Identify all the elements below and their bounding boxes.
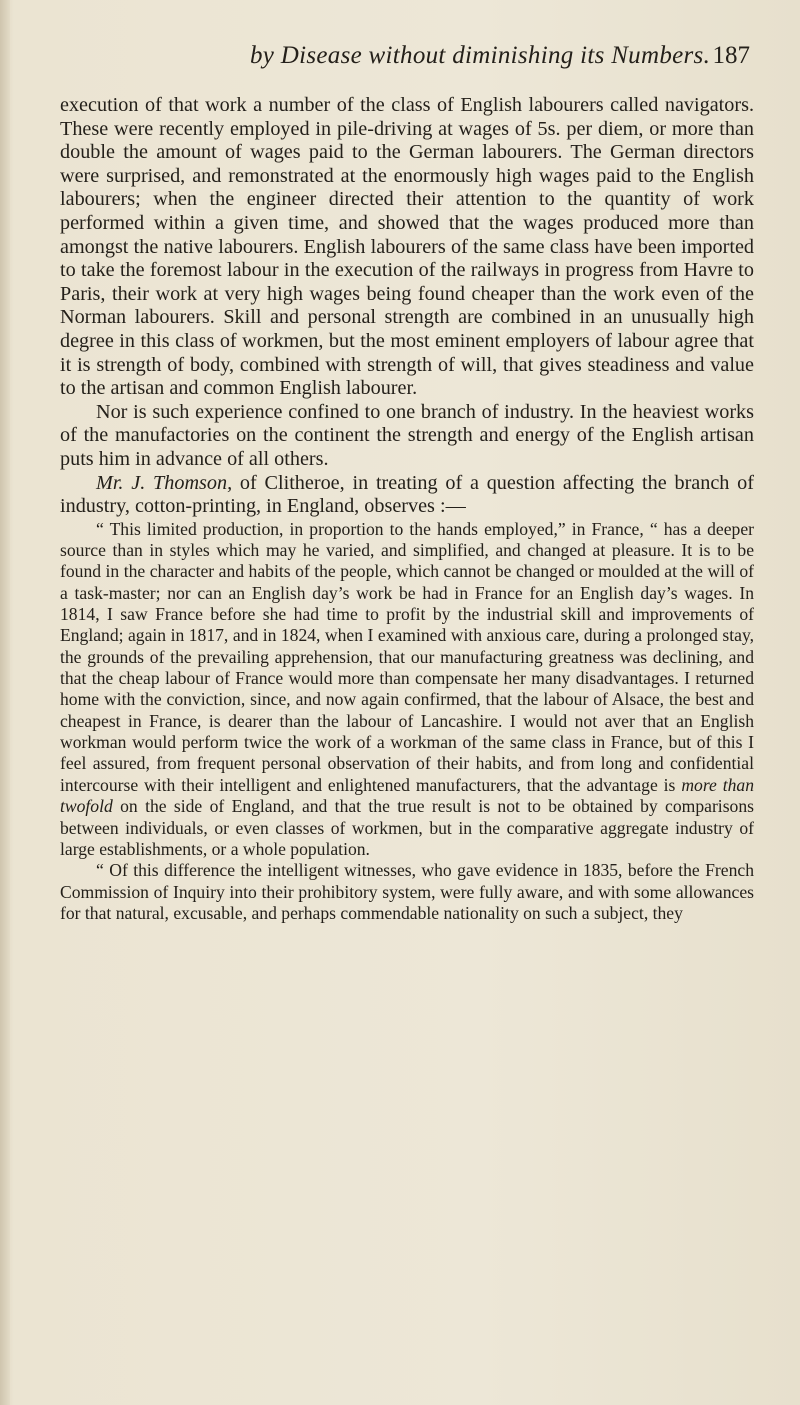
quotation-text-end: on the side of England, and that the true result is not to be obtained by comparisons between individuals, or even classes of workmen, but in the comparative aggregate industry of large establishments, or a whole population. [60, 796, 754, 859]
quotation-emphasis: more than twofold [60, 774, 754, 817]
quotation-paragraph-1 [60, 519, 754, 861]
paragraph-navigators: execution of that work a number of the class of English labourers called navigators. These were recently employed in pile-driving at wages of 5s. per diem, or more than double the amount of wages paid to the German labourers. The German directors were surprised, and remonstrated at the enormously high wages paid to the English labourers; when the engineer directed their attention to the quantity of work performed within a given time, and showed that the wages produced more than amongst the native labourers. English labourers of the same class have been imported to take the foremost labour in the execution of the railways in progress from Havre to Paris, their work at very high wages being found cheaper than the work even of the Norman labourers. Skill and personal strength are combined in an unusually high degree in this class of workmen, but the most eminent employers of labour agree that it is strength of body, combined with strength of will, that gives steadiness and value to the artisan and common English labourer. [60, 94, 754, 400]
paragraph-experience: Nor is such experience confined to one branch of industry. In the heaviest works of the manufactories on the continent the strength and energy of the English artisan puts him in advance of all others. [60, 400, 754, 470]
page-number: 187 [712, 42, 750, 69]
running-head: by Disease without diminishing its Numbers. [250, 42, 711, 69]
paragraph-thomson [60, 472, 754, 519]
quotation-text-start: “ This limited production, in proportion to the hands employed,” in France, “ has a deeper source than in styles which may he varied, and simplified, and changed at pleasure. It is to be found in the character and habits of the people, which cannot be changed or moulded at the will of a task-master; nor can an English day’s work be had in France for an English day’s wages. In 1814, I saw France before she had time to profit by the industrial skill and improvements of England; again in 1817, and in 1824, when I examined with anxious care, during a prolonged stay, the grounds of the prevailing apprehension, that our manufacturing greatness was declining, and that the cheap labour of France would more than compensate her many disadvantages. I returned home with the conviction, since, and now again confirmed, that the labour of Alsace, the best and cheapest in France, is dearer than the labour of Lancashire. I would not aver that an English workman would perform twice the work of a workman of the same class in France, but of this I feel assured, from frequent personal observation of their habits, and from long and confidential intercourse with their intelligent and enlightened manufacturers, that the advantage is [60, 518, 754, 795]
author-name: Mr. J. Thomson, [96, 471, 233, 494]
page-spine-edge [0, 0, 10, 1405]
page-header [60, 42, 760, 82]
quotation-paragraph-2: “ Of this difference the intelligent witnesses, who gave evidence in 1835, before the French Commission of Inquiry into their prohibitory system, were fully aware, and with some allowances for that natural, excusable, and perhaps commendable nationality on such a subject, they [60, 860, 754, 923]
paragraph-thomson-text: of Clitheroe, in treating of a question affecting the branch of industry, cotton-printing, in England, observes :— [60, 471, 754, 518]
page-body [60, 94, 754, 924]
